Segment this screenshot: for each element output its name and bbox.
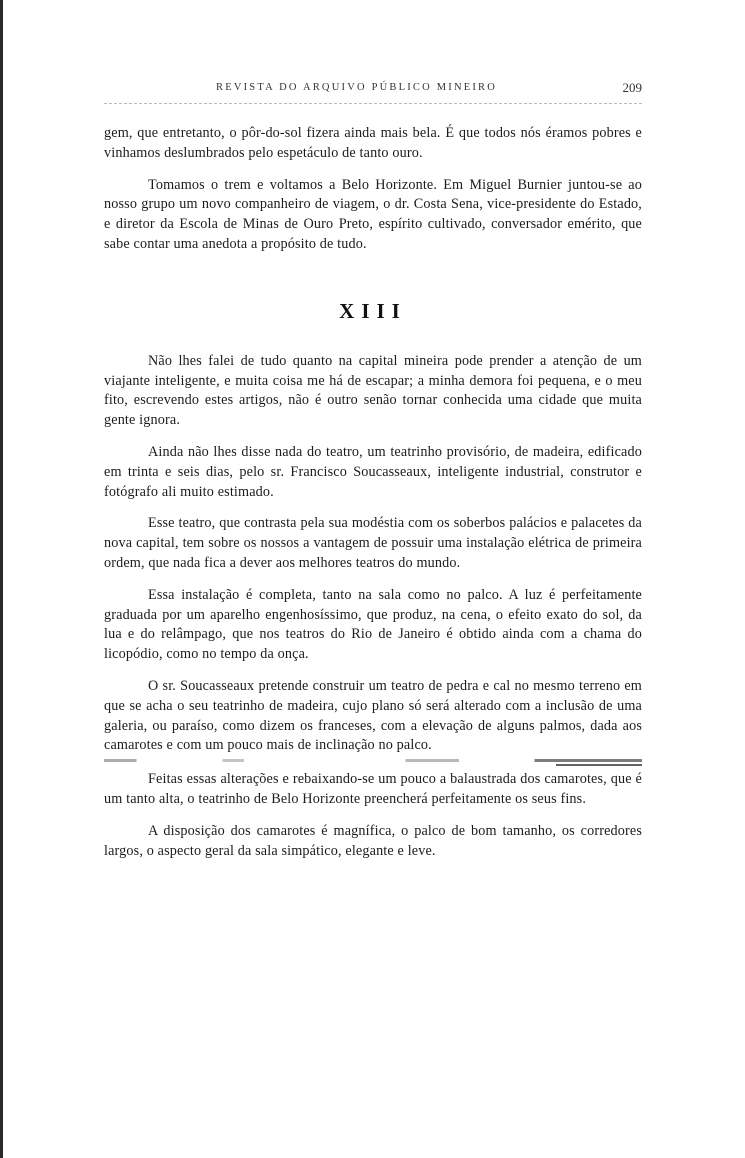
paragraph-continuation: gem, que entretanto, o pôr-do-sol fizera ainda mais bela. É que todos nós éramos pobres e vinhamos deslumbrados pelo espetáculo de tanto ouro. [104,125,642,161]
scan-artifact-line [104,759,642,762]
page-left-edge [0,0,3,1158]
paragraph-stone-theater: O sr. Soucasseaux pretende construir um teatro de pedra e cal no mesmo terreno em que se acha o seu teatrinho de madeira, cujo plano só será alterado com a inclusão de uma galeria, ou paraíso, como dizem os franceses, com a elevação de alguns palmos, dada aos camarotes e com um pouco mais de inclinação no palco. [104,677,642,754]
paragraph-capital: Não lhes falei de tudo quanto na capital mineira pode prender a atenção de um viajante inteligente, e muita coisa me há de escapar; a minha demora foi pequena, e o meu fito, escrevendo estes artigos, não é outro senão tornar conhecida uma cidade que muita gente ignora. [104,352,642,429]
page-header [104,82,642,102]
paragraph-theater-contrast: Esse teatro, que contrasta pela sua modéstia com os soberbos palácios e palacetes da nova capital, tem sobre os nossos a vantagem de possuir uma instalação elétrica de primeira ordem, que nada fica a dever aos melhores teatros do mundo. [104,515,642,571]
chapter-heading: XIII [339,298,407,323]
paragraph-belo-horizonte-return: Tomamos o trem e voltamos a Belo Horizonte. Em Miguel Burnier juntou-se ao nosso grupo um novo companheiro de viagem, o dr. Costa Sena, vice-presidente do Estado, e diretor da Escola de Minas de Ouro Preto, espírito cultivado, conversador emérito, que sabe contar uma anedota a propósito de tudo. [104,176,642,252]
paragraph-alterations: Feitas essas alterações e rebaixando-se um pouco a balaustrada dos camarotes, que é um tanto alta, o teatrinho de Belo Horizonte preencherá perfeitamente os seus fins. [104,771,642,807]
page-number: 209 [622,80,642,95]
header-rule [104,103,642,104]
paragraph-boxes: A disposição dos camarotes é magnífica, o palco de bom tamanho, os corredores largos, o aspecto geral da sala simpático, elegante e leve. [104,822,642,859]
paragraph-theater-intro: Ainda não lhes disse nada do teatro, um teatrinho provisório, de madeira, edificado em trinta e seis dias, pelo sr. Francisco Soucasseaux, inteligente industrial, construtor e fotógrafo ali muito estimado. [104,443,642,500]
page-body [104,124,642,861]
scan-artifact-line-short [104,764,642,766]
running-head: REVISTA DO ARQUIVO PÚBLICO MINEIRO [216,82,498,93]
paragraph-electric-installation: Essa instalação é completa, tanto na sala como no palco. A luz é perfeitamente graduada por um aparelho engenhosíssimo, que produz, na cena, o efeito exato do sol, da lua e do relâmpago, que nos teatros do Rio de Janeiro é obtido ainda com a chama do licopódio, como no tempo da onça. [104,586,642,663]
